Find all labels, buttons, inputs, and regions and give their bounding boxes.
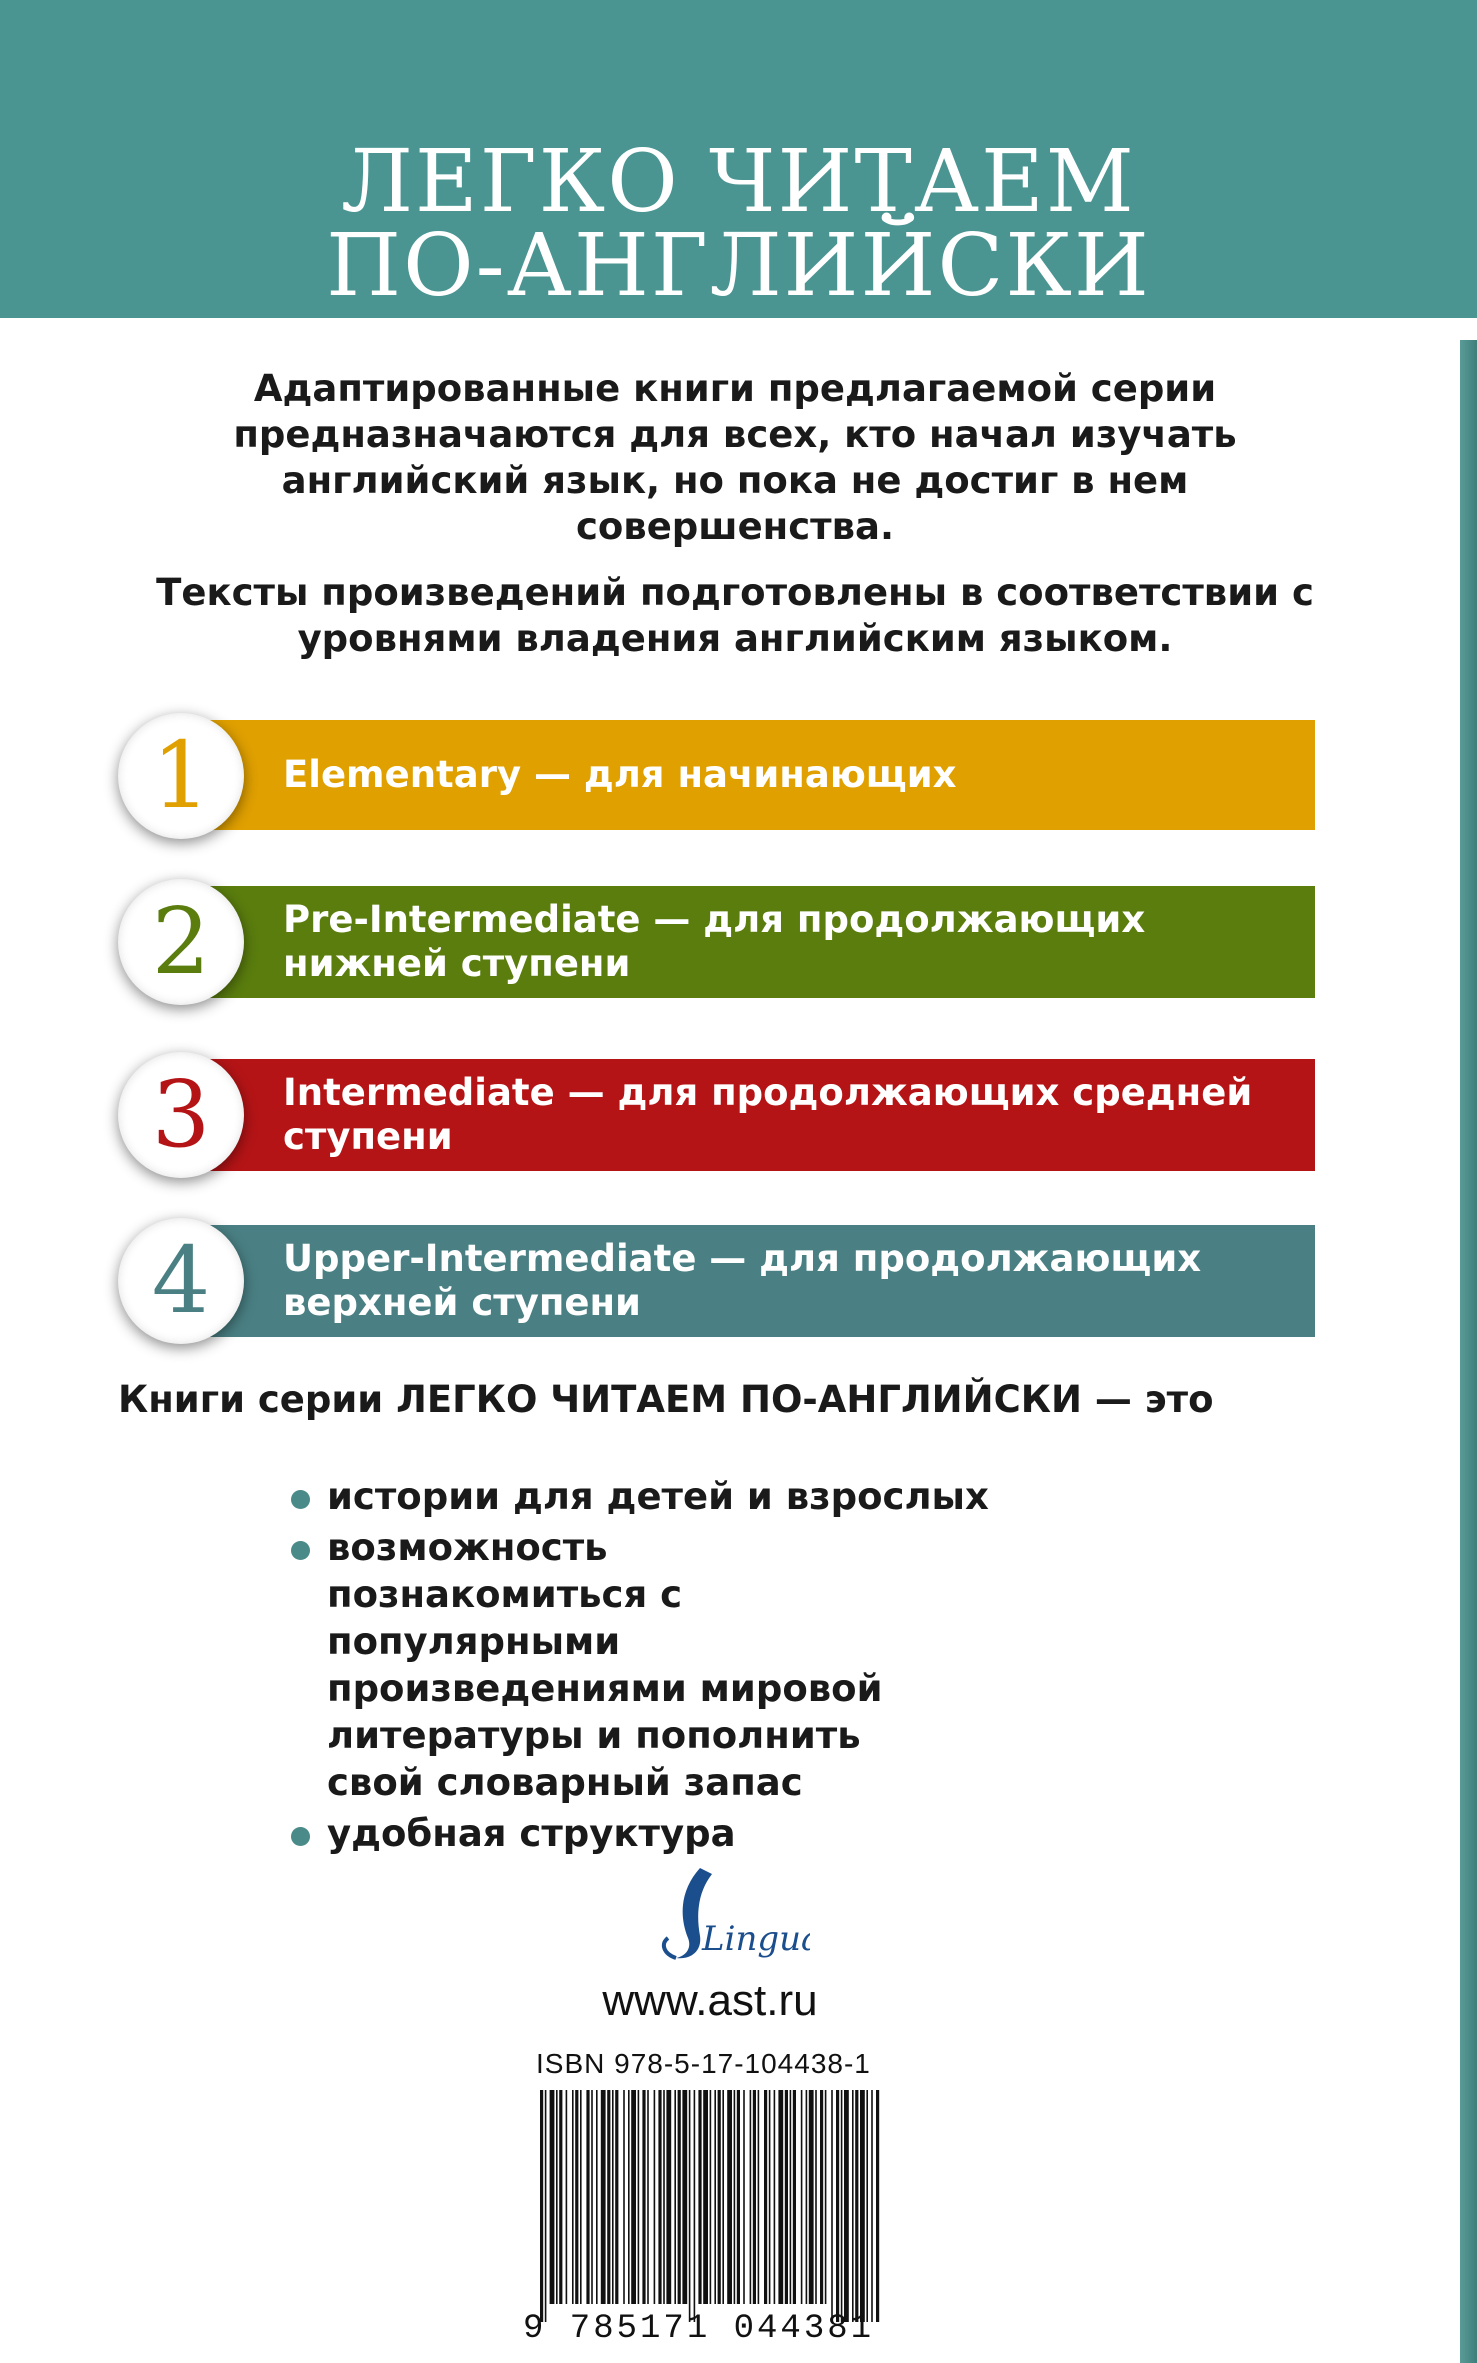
level-3-row [118, 1059, 1315, 1171]
barcode-bar [790, 2090, 792, 2304]
barcode-bar [658, 2090, 661, 2304]
intro-paragraph-2: Тексты произведений подготовлены в соответствии с уровнями владения английским языком. [156, 571, 1314, 660]
barcode-bar [698, 2090, 701, 2304]
barcode-bar [654, 2090, 656, 2304]
barcode-bar [806, 2090, 808, 2304]
intro-paragraph-1: Адаптированные книги предлагаемой серии предназначаются для всех, кто начал изучать английский язык, но пока не достиг в нем совершенства. [233, 367, 1237, 548]
barcode-bar [778, 2090, 783, 2304]
header-banner [0, 0, 1477, 318]
level-2-row [118, 886, 1315, 998]
list-item [287, 1524, 887, 1806]
barcode-bar [556, 2090, 558, 2304]
level-4-number-badge: 4 [118, 1218, 244, 1344]
barcode-bar [540, 2090, 543, 2322]
list-item-text: удобная структура [327, 1812, 736, 1855]
barcode-bar [820, 2090, 823, 2304]
series-description: Книги серии ЛЕГКО ЧИТАЕМ ПО-АНГЛИЙСКИ — это [118, 1378, 1214, 1421]
barcode-bar [793, 2090, 796, 2304]
barcode-bar [841, 2090, 843, 2322]
barcode-bar [566, 2090, 568, 2304]
barcode-bar [743, 2090, 745, 2304]
barcode-bar [631, 2090, 636, 2304]
barcode-bar [674, 2090, 676, 2304]
barcode-bar [591, 2090, 593, 2304]
list-item [287, 1473, 1287, 1520]
barcode-bar [689, 2090, 691, 2322]
barcode-bar [831, 2090, 833, 2322]
barcode-bar [607, 2090, 610, 2304]
level-3-number-badge: 3 [118, 1052, 244, 1178]
barcode-bar [694, 2090, 696, 2322]
barcode-bar [750, 2090, 752, 2304]
level-2-number-badge: 2 [118, 879, 244, 1005]
barcode-bar [666, 2090, 671, 2304]
barcode-bar [550, 2090, 555, 2304]
barcode-bar [769, 2090, 771, 2304]
barcode-bar [615, 2090, 618, 2304]
barcode-bar [710, 2090, 712, 2304]
barcode-bar [682, 2090, 687, 2304]
level-3-label: Intermediate — для продолжающих средней ступени [283, 1071, 1253, 1158]
barcode-bar [722, 2090, 724, 2304]
barcode-bar [638, 2090, 640, 2304]
barcode-bar [714, 2090, 716, 2304]
feature-list [287, 1473, 1287, 1861]
barcode-bar [642, 2090, 645, 2304]
level-4-row [118, 1225, 1315, 1337]
barcode-bar [678, 2090, 681, 2304]
barcode-bar [663, 2090, 665, 2304]
barcode-bar [623, 2090, 625, 2304]
barcode-bar [866, 2090, 868, 2322]
barcode-bar [758, 2090, 760, 2304]
barcode-digits: 9 785171 044381 [523, 2310, 875, 2348]
spine-edge [1460, 340, 1477, 2363]
barcode-bar [871, 2090, 873, 2322]
barcode-bar [852, 2090, 854, 2322]
barcode-bar [575, 2090, 578, 2304]
barcode-bar [844, 2090, 849, 2322]
website-url: www.ast.ru [602, 1976, 818, 2025]
barcode-bar [753, 2090, 756, 2304]
list-item-text: возможность познакомиться с популярными произведениями мировой литературы и пополнить свой словарный запас [327, 1526, 883, 1804]
barcode-bar [727, 2090, 732, 2304]
barcode-bar [801, 2090, 803, 2304]
barcode-bar [580, 2090, 582, 2304]
list-item [287, 1810, 1287, 1857]
barcode-bar [628, 2090, 630, 2304]
barcode-bar [876, 2090, 879, 2322]
lingua-logo-icon [630, 1858, 810, 1968]
barcode-bar [545, 2090, 547, 2322]
bullet-dot-icon [291, 1541, 310, 1560]
isbn-number: ISBN 978-5-17-104438-1 [536, 2048, 871, 2079]
barcode-bar [825, 2090, 827, 2304]
lingua-logo-text: Lingua [702, 1919, 810, 1959]
barcode-bar [572, 2090, 574, 2304]
list-item-text: истории для детей и взрослых [327, 1475, 989, 1518]
barcode-bar [718, 2090, 721, 2304]
barcode-bar [703, 2090, 708, 2304]
barcode-bar [734, 2090, 736, 2304]
barcode-bar [586, 2090, 589, 2304]
barcode-bar [601, 2090, 606, 2304]
lingua-logo [630, 1858, 810, 1968]
barcode-bar [737, 2090, 740, 2304]
barcode [536, 2090, 882, 2322]
barcode-bar [809, 2090, 814, 2304]
barcode-bar [764, 2090, 767, 2304]
bullet-dot-icon [291, 1490, 310, 1509]
barcode-bar [559, 2090, 562, 2304]
level-1-number-badge: 1 [118, 713, 244, 839]
barcode-bar [647, 2090, 649, 2304]
barcode-bar [596, 2090, 598, 2304]
level-2-label: Pre-Intermediate — для продолжающих нижней ступени [283, 898, 1146, 985]
barcode-bar [785, 2090, 788, 2304]
barcode-bar [815, 2090, 817, 2304]
series-title-line1: ЛЕГКО ЧИТАЕМ [341, 132, 1136, 232]
barcode-bar [836, 2090, 839, 2322]
barcode-bar [860, 2090, 865, 2322]
barcode-bar [612, 2090, 614, 2304]
level-1-label: Elementary — для начинающих [283, 753, 957, 796]
level-1-row [118, 720, 1315, 830]
bullet-dot-icon [291, 1827, 310, 1846]
barcode-bar [774, 2090, 776, 2304]
series-title-line2: ПО-АНГЛИЙСКИ [326, 216, 1151, 316]
barcode-bar [855, 2090, 858, 2322]
level-4-label: Upper-Intermediate — для продолжающих верхней ступени [283, 1237, 1202, 1324]
